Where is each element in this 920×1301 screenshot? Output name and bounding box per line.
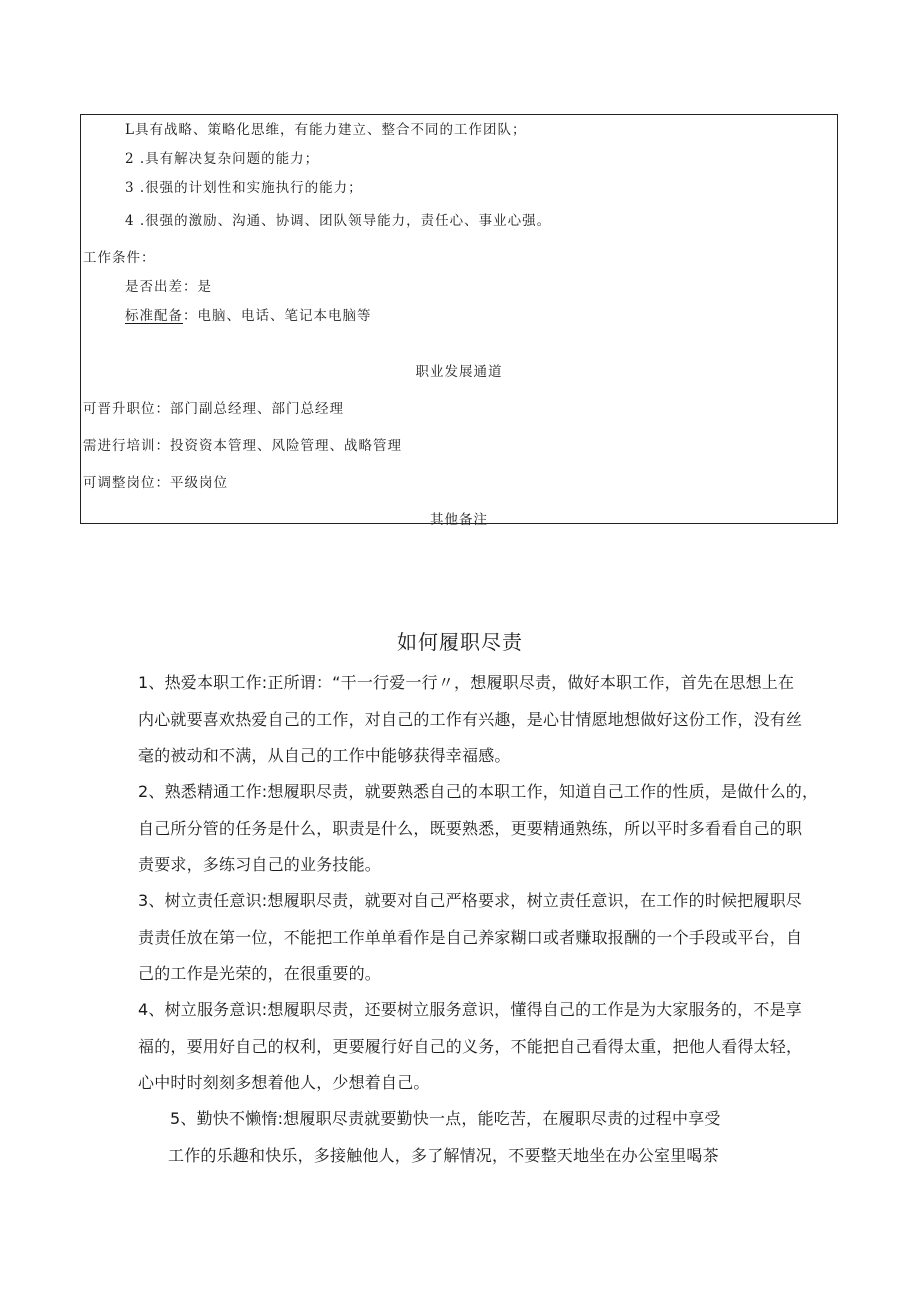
paragraph-4-line: 福的，要用好自己的权利，更要履行好自己的义务，不能把自己看得太重，把他人看得太轻， (138, 1036, 803, 1056)
notes-heading: 其他备注 (430, 512, 488, 528)
paragraph-1-line: 毫的被动和不满，从自己的工作中能够获得幸福感。 (138, 746, 511, 765)
equipment-line (125, 304, 372, 324)
paragraph-3 (138, 883, 850, 993)
equipment-label: 标准配备 (125, 308, 183, 324)
transfer-line: 可调整岗位：平级岗位 (83, 475, 228, 491)
requirement-1: L具有战略、策略化思维，有能力建立、整合不同的工作团队； (125, 122, 527, 138)
career-heading: 职业发展通道 (415, 364, 503, 380)
requirement-2: 2 .具有解决复杂问题的能力； (125, 151, 320, 167)
paragraph-1-line: 内心就要喜欢热爱自己的工作，对自己的工作有兴趣，是心甘情愿地想做好这份工作，没有丝 (138, 709, 803, 729)
conditions-label: 工作条件： (83, 250, 156, 266)
paragraph-4 (138, 992, 850, 1102)
paragraph-4-line: 4、树立服务意识:想履职尽责，还要树立服务意识，懂得自己的工作是为大家服务的，不是享 (138, 1000, 802, 1019)
article-title: 如何履职尽责 (397, 630, 523, 654)
paragraph-2-line: 责要求，多练习自己的业务技能。 (138, 855, 382, 874)
promotion-line: 可晋升职位：部门副总经理、部门总经理 (83, 401, 344, 417)
paragraph-1-line: 1、热爱本职工作:正所谓：“干一行爱一行〃，想履职尽责，做好本职工作，首先在思想上在 (138, 673, 795, 692)
paragraph-5-line: 工作的乐趣和快乐，多接触他人，多了解情况，不要整天地坐在办公室里喝茶 (168, 1145, 719, 1165)
requirement-3: 3 .很强的计划性和实施执行的能力； (125, 180, 363, 196)
equipment-value: ：电脑、电话、笔记本电脑等 (183, 308, 372, 324)
paragraph-5-line: 5、勤快不懒惰:想履职尽责就要勤快一点，能吃苦，在履职尽责的过程中享受 (170, 1109, 721, 1128)
paragraph-2 (138, 774, 850, 884)
paragraph-4-line: 心中时时刻刻多想着他人，少想着自己。 (138, 1073, 430, 1092)
paragraph-3-line: 己的工作是光荣的，在很重要的。 (138, 964, 382, 983)
requirement-4: 4 .很强的激励、沟通、协调、团队领导能力，责任心、事业心强。 (125, 213, 552, 229)
paragraph-3-line: 3、树立责任意识:想履职尽责，就要对自己严格要求，树立责任意识，在工作的时候把履职尽 (138, 891, 802, 910)
paragraph-5 (170, 1101, 820, 1174)
travel-requirement: 是否出差：是 (125, 279, 212, 295)
paragraph-3-line: 责责任放在第一位，不能把工作单单看作是自己养家糊口或者赚取报酬的一个手段或平台，自 (138, 927, 803, 947)
paragraph-2-line: 2、熟悉精通工作:想履职尽责，就要熟悉自己的本职工作，知道自己工作的性质，是做什么的， (138, 782, 819, 801)
training-line: 需进行培训：投资资本管理、风险管理、战略管理 (83, 438, 402, 454)
paragraph-1 (138, 665, 850, 775)
paragraph-2-line: 自己所分管的任务是什么，职责是什么，既要熟悉，更要精通熟练，所以平时多看看自己的职 (138, 818, 803, 838)
job-spec-table (80, 114, 838, 528)
